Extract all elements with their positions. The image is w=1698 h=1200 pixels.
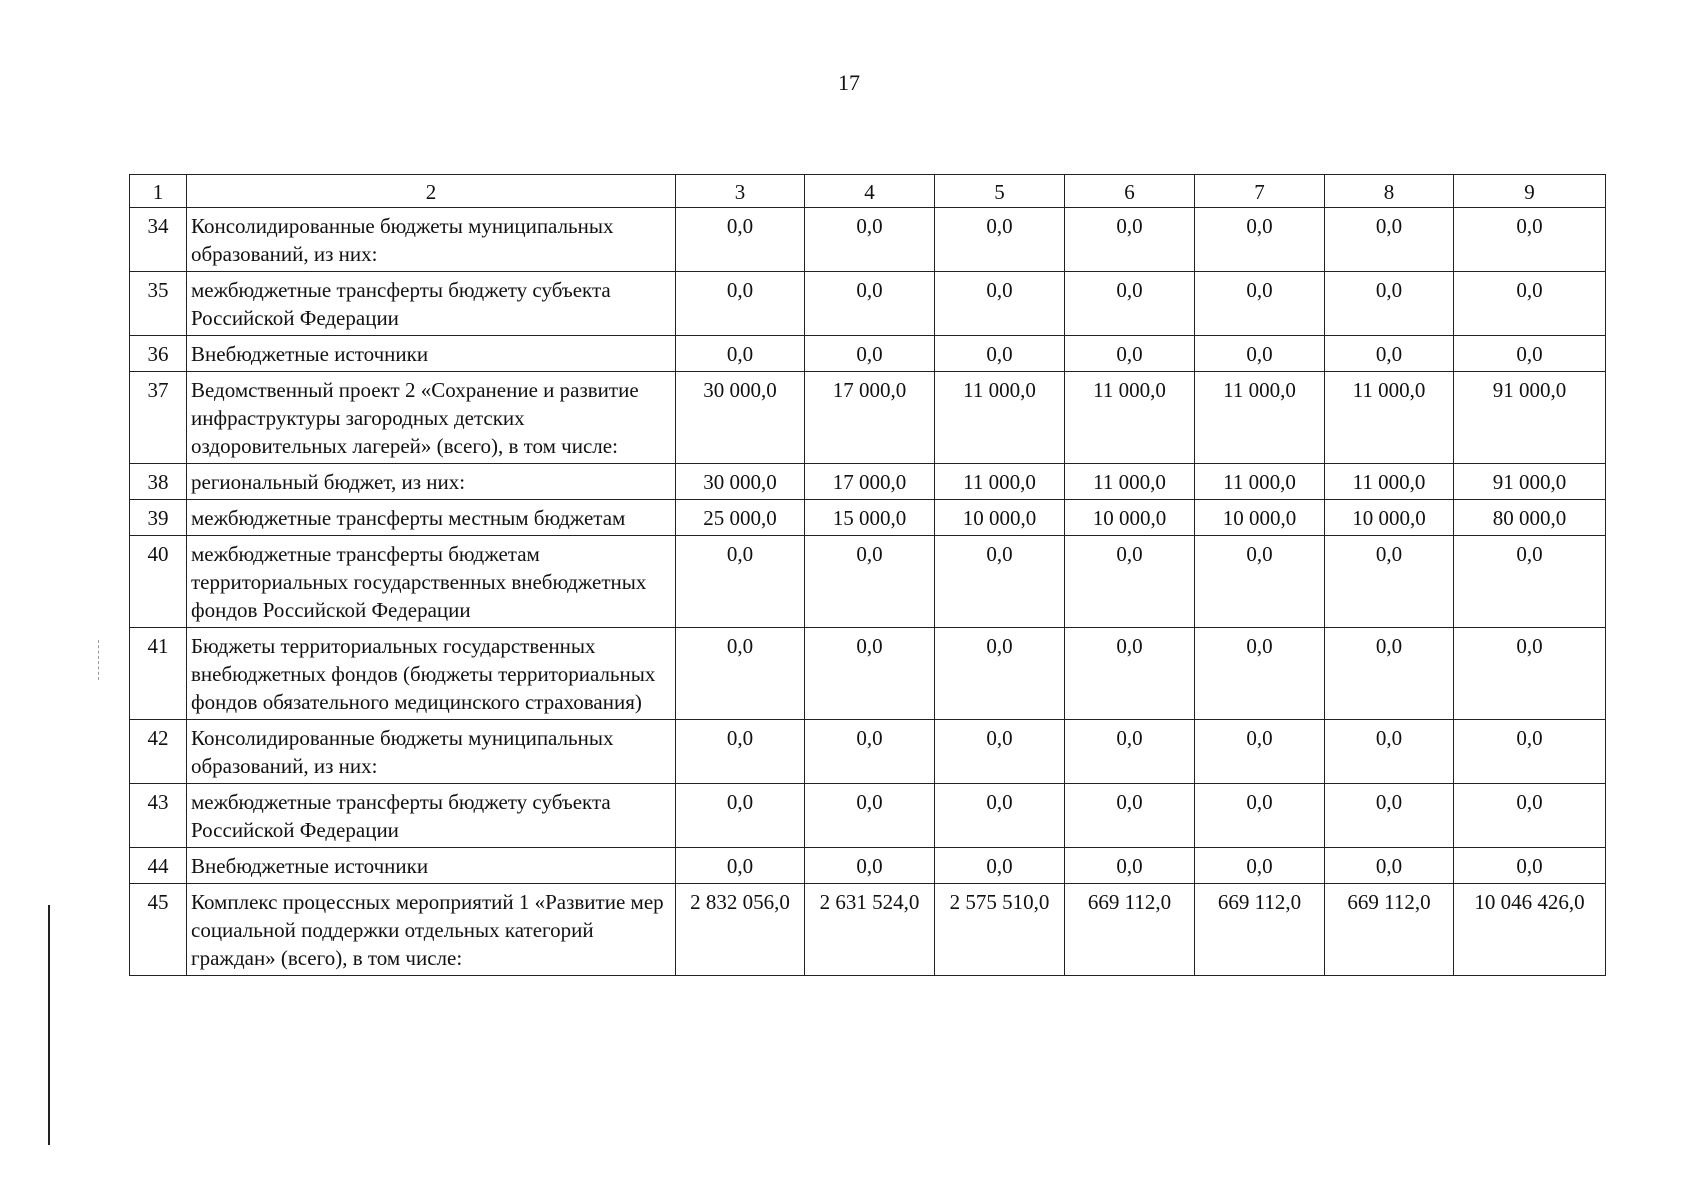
header-cell: 9: [1454, 175, 1606, 208]
row-description: Внебюджетные источники: [187, 336, 676, 372]
header-cell: 7: [1195, 175, 1325, 208]
row-number: 34: [130, 208, 187, 272]
value-cell: 11 000,0: [1325, 372, 1454, 464]
header-cell: 3: [676, 175, 805, 208]
table-row: [130, 628, 1606, 720]
side-stamp: [32, 905, 104, 1145]
value-cell: 0,0: [805, 272, 935, 336]
value-cell: 0,0: [1325, 536, 1454, 628]
value-cell: 0,0: [805, 208, 935, 272]
value-cell: 0,0: [1454, 536, 1606, 628]
value-cell: 10 000,0: [1325, 500, 1454, 536]
value-cell: 2 631 524,0: [805, 884, 935, 976]
value-cell: 0,0: [1195, 628, 1325, 720]
row-description: межбюджетные трансферты бюджетам территориальных государственных внебюджетных фондов Российской Федерации: [187, 536, 676, 628]
value-cell: 15 000,0: [805, 500, 935, 536]
value-cell: 0,0: [805, 720, 935, 784]
row-number: 36: [130, 336, 187, 372]
value-cell: 0,0: [935, 784, 1065, 848]
value-cell: 0,0: [1454, 336, 1606, 372]
value-cell: 0,0: [676, 628, 805, 720]
value-cell: 0,0: [1325, 336, 1454, 372]
row-number: 38: [130, 464, 187, 500]
row-description: Комплекс процессных мероприятий 1 «Развитие мер социальной поддержки отдельных категорий граждан» (всего), в том числе:: [187, 884, 676, 976]
header-cell: 8: [1325, 175, 1454, 208]
value-cell: 10 000,0: [935, 500, 1065, 536]
value-cell: 0,0: [805, 848, 935, 884]
value-cell: 0,0: [805, 536, 935, 628]
value-cell: 0,0: [935, 720, 1065, 784]
value-cell: 17 000,0: [805, 464, 935, 500]
value-cell: 0,0: [935, 272, 1065, 336]
row-number: 35: [130, 272, 187, 336]
row-description: межбюджетные трансферты бюджету субъекта Российской Федерации: [187, 272, 676, 336]
value-cell: 0,0: [676, 272, 805, 336]
row-description: Бюджеты территориальных государственных внебюджетных фондов (бюджеты территориальных фондов обязательного медицинского страхования): [187, 628, 676, 720]
value-cell: 0,0: [1325, 784, 1454, 848]
value-cell: 0,0: [1065, 336, 1195, 372]
row-number: 41: [130, 628, 187, 720]
value-cell: 0,0: [1325, 272, 1454, 336]
table-row: [130, 464, 1606, 500]
value-cell: 669 112,0: [1065, 884, 1195, 976]
value-cell: 0,0: [805, 628, 935, 720]
row-number: 44: [130, 848, 187, 884]
value-cell: 669 112,0: [1195, 884, 1325, 976]
value-cell: 11 000,0: [1195, 372, 1325, 464]
value-cell: 0,0: [1195, 720, 1325, 784]
row-description: Консолидированные бюджеты муниципальных образований, из них:: [187, 208, 676, 272]
row-number: 37: [130, 372, 187, 464]
value-cell: 0,0: [1195, 272, 1325, 336]
table-row: [130, 784, 1606, 848]
value-cell: 0,0: [1195, 208, 1325, 272]
value-cell: 11 000,0: [1325, 464, 1454, 500]
table-row: [130, 336, 1606, 372]
value-cell: 0,0: [676, 784, 805, 848]
value-cell: 0,0: [1065, 272, 1195, 336]
value-cell: 10 046 426,0: [1454, 884, 1606, 976]
table-row: [130, 372, 1606, 464]
value-cell: 0,0: [1325, 848, 1454, 884]
value-cell: 11 000,0: [935, 464, 1065, 500]
value-cell: 0,0: [935, 628, 1065, 720]
row-description: региональный бюджет, из них:: [187, 464, 676, 500]
table-row: [130, 720, 1606, 784]
stamp-text: [61, 1023, 75, 1027]
value-cell: 80 000,0: [1454, 500, 1606, 536]
row-description: Внебюджетные источники: [187, 848, 676, 884]
value-cell: 0,0: [1454, 272, 1606, 336]
row-number: 45: [130, 884, 187, 976]
value-cell: 0,0: [1325, 720, 1454, 784]
budget-table: [129, 174, 1606, 976]
value-cell: 0,0: [1065, 536, 1195, 628]
value-cell: 17 000,0: [805, 372, 935, 464]
value-cell: 0,0: [805, 784, 935, 848]
table-row: [130, 500, 1606, 536]
value-cell: 91 000,0: [1454, 464, 1606, 500]
row-number: 42: [130, 720, 187, 784]
value-cell: 91 000,0: [1454, 372, 1606, 464]
value-cell: 0,0: [805, 336, 935, 372]
row-description: Ведомственный проект 2 «Сохранение и развитие инфраструктуры загородных детских оздоровительных лагерей» (всего), в том числе:: [187, 372, 676, 464]
table-header-row: [130, 175, 1606, 208]
value-cell: 10 000,0: [1065, 500, 1195, 536]
value-cell: 11 000,0: [1065, 464, 1195, 500]
value-cell: 0,0: [676, 536, 805, 628]
value-cell: 0,0: [1454, 784, 1606, 848]
value-cell: 0,0: [1195, 336, 1325, 372]
value-cell: 0,0: [1454, 720, 1606, 784]
value-cell: 0,0: [1325, 208, 1454, 272]
value-cell: 0,0: [1195, 784, 1325, 848]
row-number: 40: [130, 536, 187, 628]
header-cell: 6: [1065, 175, 1195, 208]
value-cell: 0,0: [1454, 848, 1606, 884]
value-cell: 0,0: [676, 848, 805, 884]
row-number: 43: [130, 784, 187, 848]
value-cell: 0,0: [935, 336, 1065, 372]
table-row: [130, 848, 1606, 884]
header-cell: 5: [935, 175, 1065, 208]
row-description: межбюджетные трансферты бюджету субъекта Российской Федерации: [187, 784, 676, 848]
table-row: [130, 884, 1606, 976]
header-cell: 2: [187, 175, 676, 208]
value-cell: 0,0: [935, 848, 1065, 884]
header-cell: 4: [805, 175, 935, 208]
value-cell: 0,0: [935, 208, 1065, 272]
value-cell: 25 000,0: [676, 500, 805, 536]
value-cell: 2 575 510,0: [935, 884, 1065, 976]
stamp-border: [48, 905, 50, 1145]
value-cell: 0,0: [1325, 628, 1454, 720]
value-cell: 0,0: [1065, 784, 1195, 848]
table-row: [130, 208, 1606, 272]
value-cell: 30 000,0: [676, 372, 805, 464]
value-cell: 0,0: [1065, 720, 1195, 784]
value-cell: 0,0: [1065, 848, 1195, 884]
value-cell: 669 112,0: [1325, 884, 1454, 976]
value-cell: 0,0: [1195, 848, 1325, 884]
header-cell: 1: [130, 175, 187, 208]
page-number: 17: [838, 70, 860, 95]
value-cell: 10 000,0: [1195, 500, 1325, 536]
value-cell: 0,0: [1065, 208, 1195, 272]
value-cell: 0,0: [676, 720, 805, 784]
row-description: межбюджетные трансферты местным бюджетам: [187, 500, 676, 536]
value-cell: 11 000,0: [935, 372, 1065, 464]
row-number: 39: [130, 500, 187, 536]
row-description: Консолидированные бюджеты муниципальных образований, из них:: [187, 720, 676, 784]
value-cell: 30 000,0: [676, 464, 805, 500]
value-cell: 0,0: [1454, 628, 1606, 720]
margin-mark: [98, 640, 101, 680]
value-cell: 2 832 056,0: [676, 884, 805, 976]
value-cell: 0,0: [1454, 208, 1606, 272]
value-cell: 0,0: [676, 336, 805, 372]
value-cell: 0,0: [935, 536, 1065, 628]
value-cell: 11 000,0: [1195, 464, 1325, 500]
value-cell: 0,0: [1065, 628, 1195, 720]
value-cell: 0,0: [1195, 536, 1325, 628]
value-cell: 0,0: [676, 208, 805, 272]
table-row: [130, 272, 1606, 336]
table-row: [130, 536, 1606, 628]
value-cell: 11 000,0: [1065, 372, 1195, 464]
table-body: [130, 175, 1606, 976]
